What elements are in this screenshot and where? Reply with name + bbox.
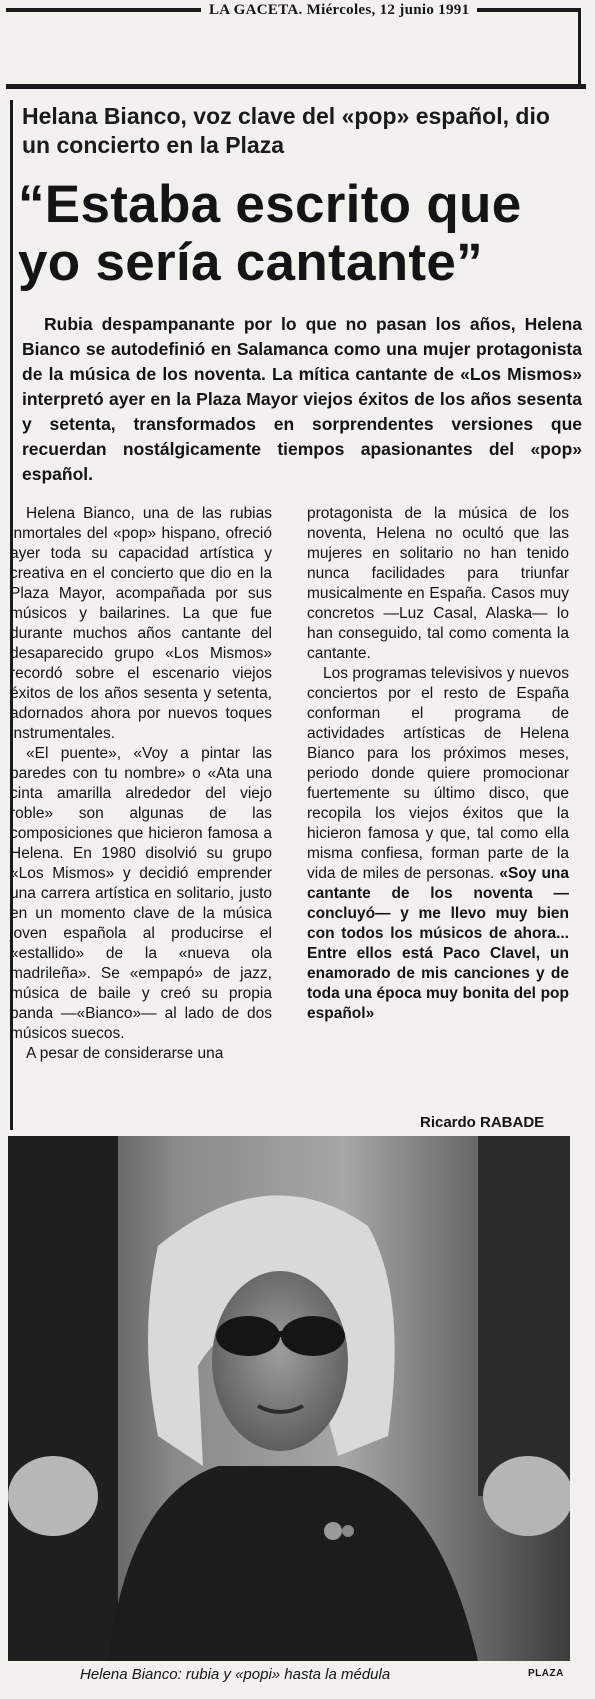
paragraph: A pesar de considerarse una bbox=[26, 1045, 224, 1062]
article-photo bbox=[8, 1136, 570, 1661]
masthead bbox=[201, 0, 477, 20]
byline: Ricardo RABADE bbox=[420, 1114, 545, 1131]
photo-illustration bbox=[8, 1136, 570, 1661]
text-column-left bbox=[10, 504, 272, 1064]
closing-quote: «Soy una cantante de los noventa —concluyó— y me llevo muy bien con todos los músicos de ahora... Entre ellos está Paco Clavel, un enamorado de mis canciones y de toda una época muy bonita del pop español» bbox=[307, 865, 569, 1022]
article-lead: Rubia despampanante por lo que no pasan los años, Helena Bianco se autodefinió en Salamanca como una mujer protagonista de la música de los noventa. La mítica cantante de «Los Mismos» interpretó ayer en la Plaza Mayor viejos éxitos de los años sesenta y setenta, transformados en sorprendentes versiones que recuerdan nostálgicamente tiempos apasionantes del «pop» español. bbox=[22, 314, 582, 484]
photo-caption: Helena Bianco: rubia y «popi» hasta la médula bbox=[80, 1666, 391, 1683]
paragraph: protagonista de la música de los noventa, Helena no ocultó que las mujeres en solitario no han tenido nunca facilidades para triunfar musicalmente en España. Casos muy concretos —Luz Casal, Alaska— lo han conseguido, tal como comenta la cantante. bbox=[307, 505, 569, 662]
photo-credit: PLAZA bbox=[528, 1668, 564, 1679]
masthead-rule-bottom bbox=[6, 84, 586, 89]
article-kicker: Helana Bianco, voz clave del «pop» español, dio un concierto en la Plaza bbox=[22, 103, 550, 158]
paragraph bbox=[307, 664, 569, 1024]
paragraph: Helena Bianco, una de las rubias inmortales del «pop» hispano, ofreció ayer toda su capacidad artística y creativa en el concierto que dio en la Plaza Mayor, acompañada por sus músicos y bailarines. La que fue durante muchos años cantante del desaparecido grupo «Los Mismos» recordó sobre el escenario viejos éxitos de los años sesenta y setenta, adornados ahora por nuevos toques instrumentales. bbox=[10, 505, 272, 742]
publication-name: LA GACETA. bbox=[209, 2, 303, 18]
masthead-frame bbox=[6, 2, 581, 92]
paragraph-text: Los programas televisivos y nuevos conciertos por el resto de España conforman el programa de actividades artísticas de Helena Bianco para los próximos meses, periodo donde quiere promocionar fuertemente su último disco, que recopila los viejos éxitos que la hicieron famosa y que, tal como ella misma confiesa, forman parte de la vida de miles de personas. bbox=[307, 665, 569, 882]
article-headline: “Estaba escrito que yo sería cantante” bbox=[18, 175, 522, 292]
masthead-rule-right bbox=[568, 12, 581, 84]
text-column-right bbox=[307, 504, 569, 1024]
paragraph: «El puente», «Voy a pintar las paredes con tu nombre» o «Ata una cinta amarilla alrededor del viejo roble» son algunas de las composiciones que hicieron famosa a Helena. En 1980 disolvió su grupo «Los Mismos» y decidió emprender una carrera artística en solitario, justo en un momento clave de la música joven española al producirse el «estallido» de la «nueva ola madrileña». Se «empapó» de jazz, música de baile y creó su propia banda —«Bianco»— al lado de dos músicos suecos. bbox=[10, 745, 272, 1042]
publication-date: Miércoles, 12 junio 1991 bbox=[306, 2, 470, 18]
